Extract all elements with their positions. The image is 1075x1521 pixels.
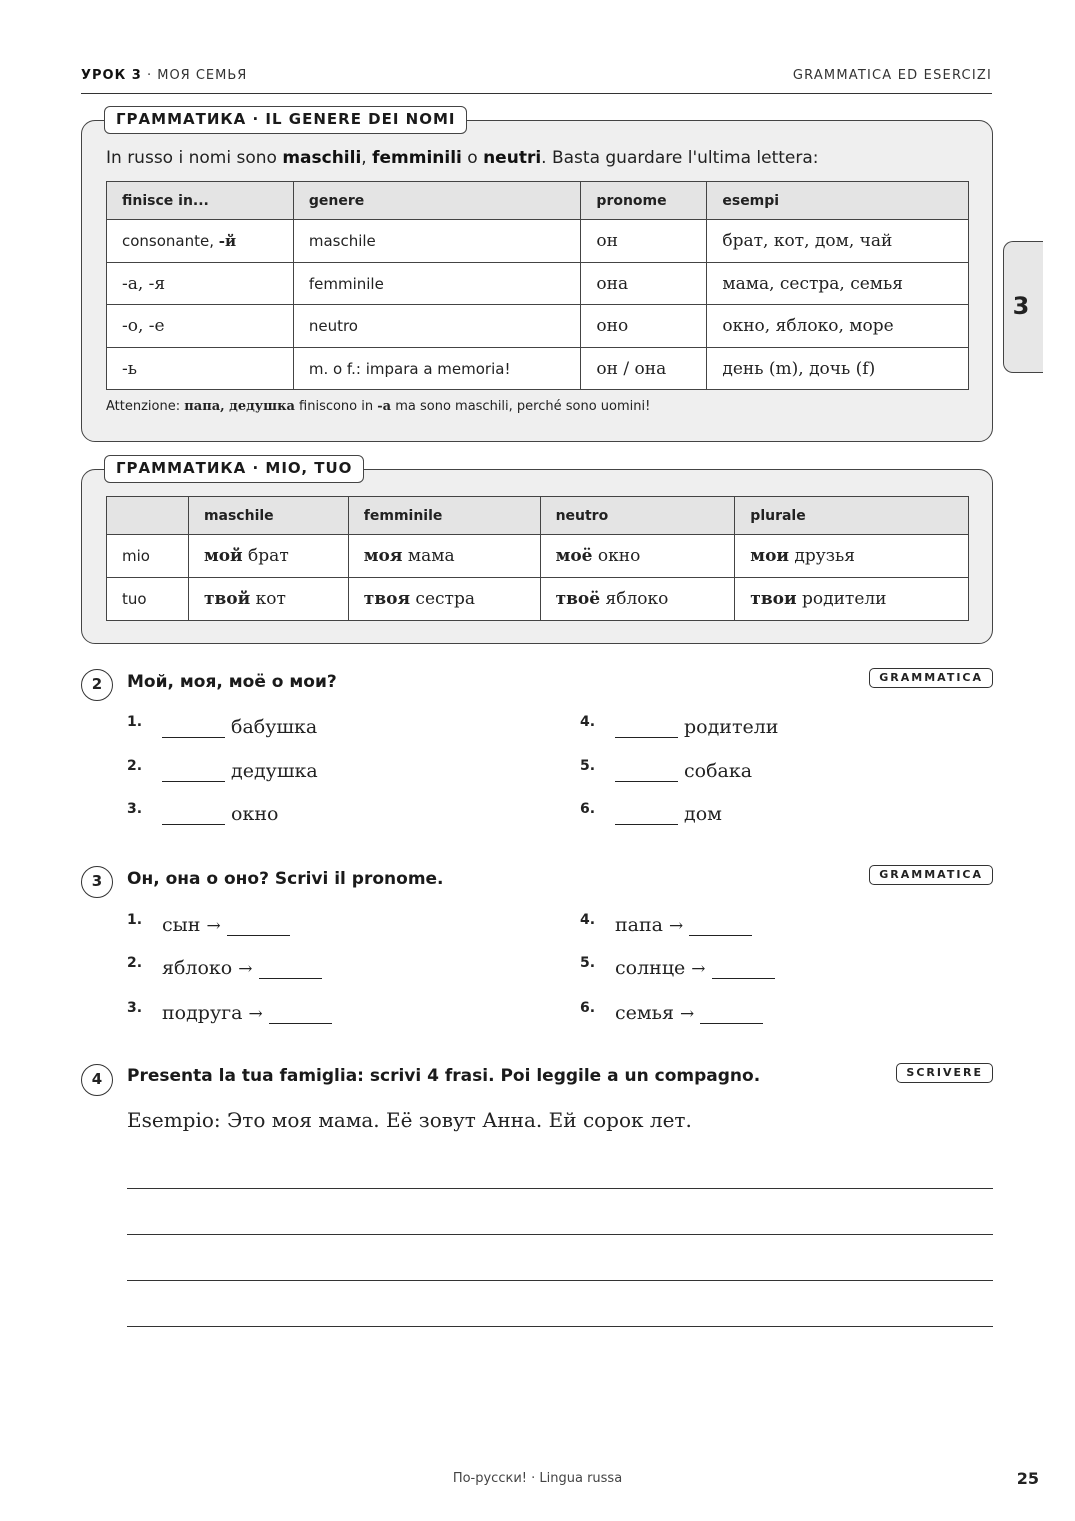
attention-note [106,399,650,414]
pronoun-cell: он [581,220,707,263]
possessives-table [106,496,969,621]
note-bold: -а [377,399,392,414]
pronoun-cell: он / она [581,348,707,390]
gender-cell: neutro [293,305,581,348]
examples-cell: день (m), дочь (f) [707,348,969,390]
examples-cell: брат, кот, дом, чай [707,220,969,263]
item-number: 3. [127,801,143,817]
note-text: ma sono maschili, perché sono uomini! [391,399,651,414]
item-word: собака [684,760,753,782]
header-separator: · [146,68,153,83]
exercise-title: Он, она o оно? Scrivi il pronome. [127,869,444,889]
table-row [107,220,969,263]
pronoun-cell: оно [581,305,707,348]
table-row [107,578,969,621]
possessive-word: твоё [555,589,601,609]
arrow-icon: → [668,916,684,936]
column-header: femminile [348,497,540,535]
possessive-word: твой [203,589,251,609]
exercise-badge: GRAMMATICA [869,668,993,688]
pronoun-cell: она [581,263,707,305]
possessive-word: твоя [363,589,411,609]
item-number: 3. [127,1000,143,1016]
note-text: finiscono in [294,399,378,414]
lesson-title: МОЯ СЕМЬЯ [157,68,248,83]
example-sentence: Esempio: Это моя мама. Её зовут Анна. Ей сорок лет. [127,1108,692,1132]
intro-text: In russo i nomi sono [106,148,283,168]
grammar-intro [106,148,819,168]
answer-blank[interactable] [227,912,290,936]
gender-cell: m. o f.: impara a memoria! [293,348,581,390]
possessive-word: твои [750,589,797,609]
chapter-tab-number: 3 [1012,292,1030,320]
possessive-word: мои [750,546,790,566]
lesson-heading [81,68,247,83]
intro-bold: femminili [372,148,462,168]
item-word: солнце [615,957,686,979]
chapter-tab [1003,241,1043,373]
exercise-badge: GRAMMATICA [869,865,993,885]
writing-line[interactable] [127,1188,993,1189]
item-word: дедушка [231,760,318,782]
grammar-box-label: ГРАММАТИКА · MIO, TUO [104,455,364,483]
noun-word: родители [796,589,887,609]
item-word: дом [684,803,722,825]
table-row [107,305,969,348]
noun-word: яблоко [600,589,669,609]
possessive-cell [540,578,735,621]
writing-line[interactable] [127,1234,993,1235]
column-header: genere [293,182,581,220]
grammar-box-possessives [81,459,993,644]
noun-word: сестра [410,589,475,609]
item-word: родители [684,716,779,738]
footer-title: По-русски! · Lingua russa [452,1471,623,1486]
exercise-badge: SCRIVERE [896,1063,993,1083]
possessive-cell [188,535,348,578]
answer-blank[interactable] [162,758,225,782]
answer-blank[interactable] [689,912,752,936]
column-header [107,497,189,535]
gender-cell: femminile [293,263,581,305]
gender-table [106,181,969,390]
writing-line[interactable] [127,1326,993,1327]
answer-blank[interactable] [615,714,678,738]
item-number: 1. [127,912,143,928]
table-header-row [107,497,969,535]
item-number: 2. [127,758,143,774]
note-text: Attenzione: [106,399,185,414]
column-header: pronome [581,182,707,220]
examples-cell: окно, яблоко, море [707,305,969,348]
gender-cell: maschile [293,220,581,263]
noun-word: брат [242,546,289,566]
ending-cell: -а, -я [107,263,294,305]
possessive-cell [735,535,969,578]
possessive-word: мой [203,546,243,566]
table-row [107,535,969,578]
note-bold: папа, дедушка [184,399,295,414]
ending-cell: -о, -е [107,305,294,348]
exercise-title: Мой, моя, моё o мои? [127,672,337,692]
item-number: 5. [580,955,596,971]
column-header: maschile [188,497,348,535]
intro-text: o [461,148,484,168]
exercise-title: Presenta la tua famiglia: scrivi 4 frasi. Poi leggile a un compagno. [127,1066,761,1086]
writing-line[interactable] [127,1280,993,1281]
exercise-number: 3 [81,866,113,898]
intro-bold: maschili [282,148,362,168]
noun-word: окно [592,546,641,566]
item-word: окно [231,803,279,825]
column-header: finisce in... [107,182,294,220]
table-row [107,263,969,305]
table-row [107,348,969,390]
answer-blank[interactable] [259,955,322,979]
item-word: семья [615,1002,674,1024]
examples-cell: мама, сестра, семья [707,263,969,305]
item-number: 5. [580,758,596,774]
answer-blank[interactable] [162,801,225,825]
possessive-cell [540,535,735,578]
possessive-cell [348,535,540,578]
section-title: GRAMMATICA ED ESERCIZI [792,68,992,83]
ending-bold: -й [218,232,237,250]
arrow-icon: → [248,1004,263,1024]
row-label: mio [107,535,189,578]
column-header: plurale [735,497,969,535]
noun-word: кот [250,589,286,609]
item-number: 2. [127,955,143,971]
possessive-cell [188,578,348,621]
arrow-icon: → [680,1004,695,1024]
intro-bold: neutri [483,148,542,168]
item-number: 6. [580,801,596,817]
item-word: папа [615,914,663,936]
item-number: 4. [580,714,596,730]
answer-blank[interactable] [700,1000,763,1024]
intro-text: . Basta guardare l'ultima lettera: [541,148,819,168]
item-number: 4. [580,912,596,928]
table-header-row [107,182,969,220]
answer-blank[interactable] [269,1000,332,1024]
possessive-cell [735,578,969,621]
noun-word: мама [402,546,455,566]
answer-blank[interactable] [615,758,678,782]
possessive-word: моя [363,546,403,566]
item-word: подруга [162,1002,243,1024]
exercise-number: 4 [81,1064,113,1096]
ending-cell [107,220,294,263]
exercise-number: 2 [81,669,113,701]
lesson-number: УРОК 3 [81,68,142,83]
ending-text: consonante, [122,232,219,250]
arrow-icon: → [691,959,706,979]
grammar-box-label: ГРАММАТИКА · IL GENERE DEI NOMI [104,106,467,134]
column-header: neutro [540,497,735,535]
column-header: esempi [707,182,969,220]
possessive-word: моё [555,546,593,566]
item-word: яблоко [162,957,233,979]
possessive-cell [348,578,540,621]
answer-blank[interactable] [712,955,775,979]
grammar-box-gender [81,110,993,442]
item-number: 1. [127,714,143,730]
page-number: 25 [1016,1469,1039,1488]
row-label: tuo [107,578,189,621]
item-number: 6. [580,1000,596,1016]
arrow-icon: → [238,959,253,979]
page-header [81,68,992,94]
item-word: бабушка [231,716,318,738]
item-word: сын [162,914,201,936]
noun-word: друзья [789,546,856,566]
answer-blank[interactable] [162,714,225,738]
answer-blank[interactable] [615,801,678,825]
intro-text: , [361,148,373,168]
ending-cell: -ь [107,348,294,390]
arrow-icon: → [206,916,221,936]
